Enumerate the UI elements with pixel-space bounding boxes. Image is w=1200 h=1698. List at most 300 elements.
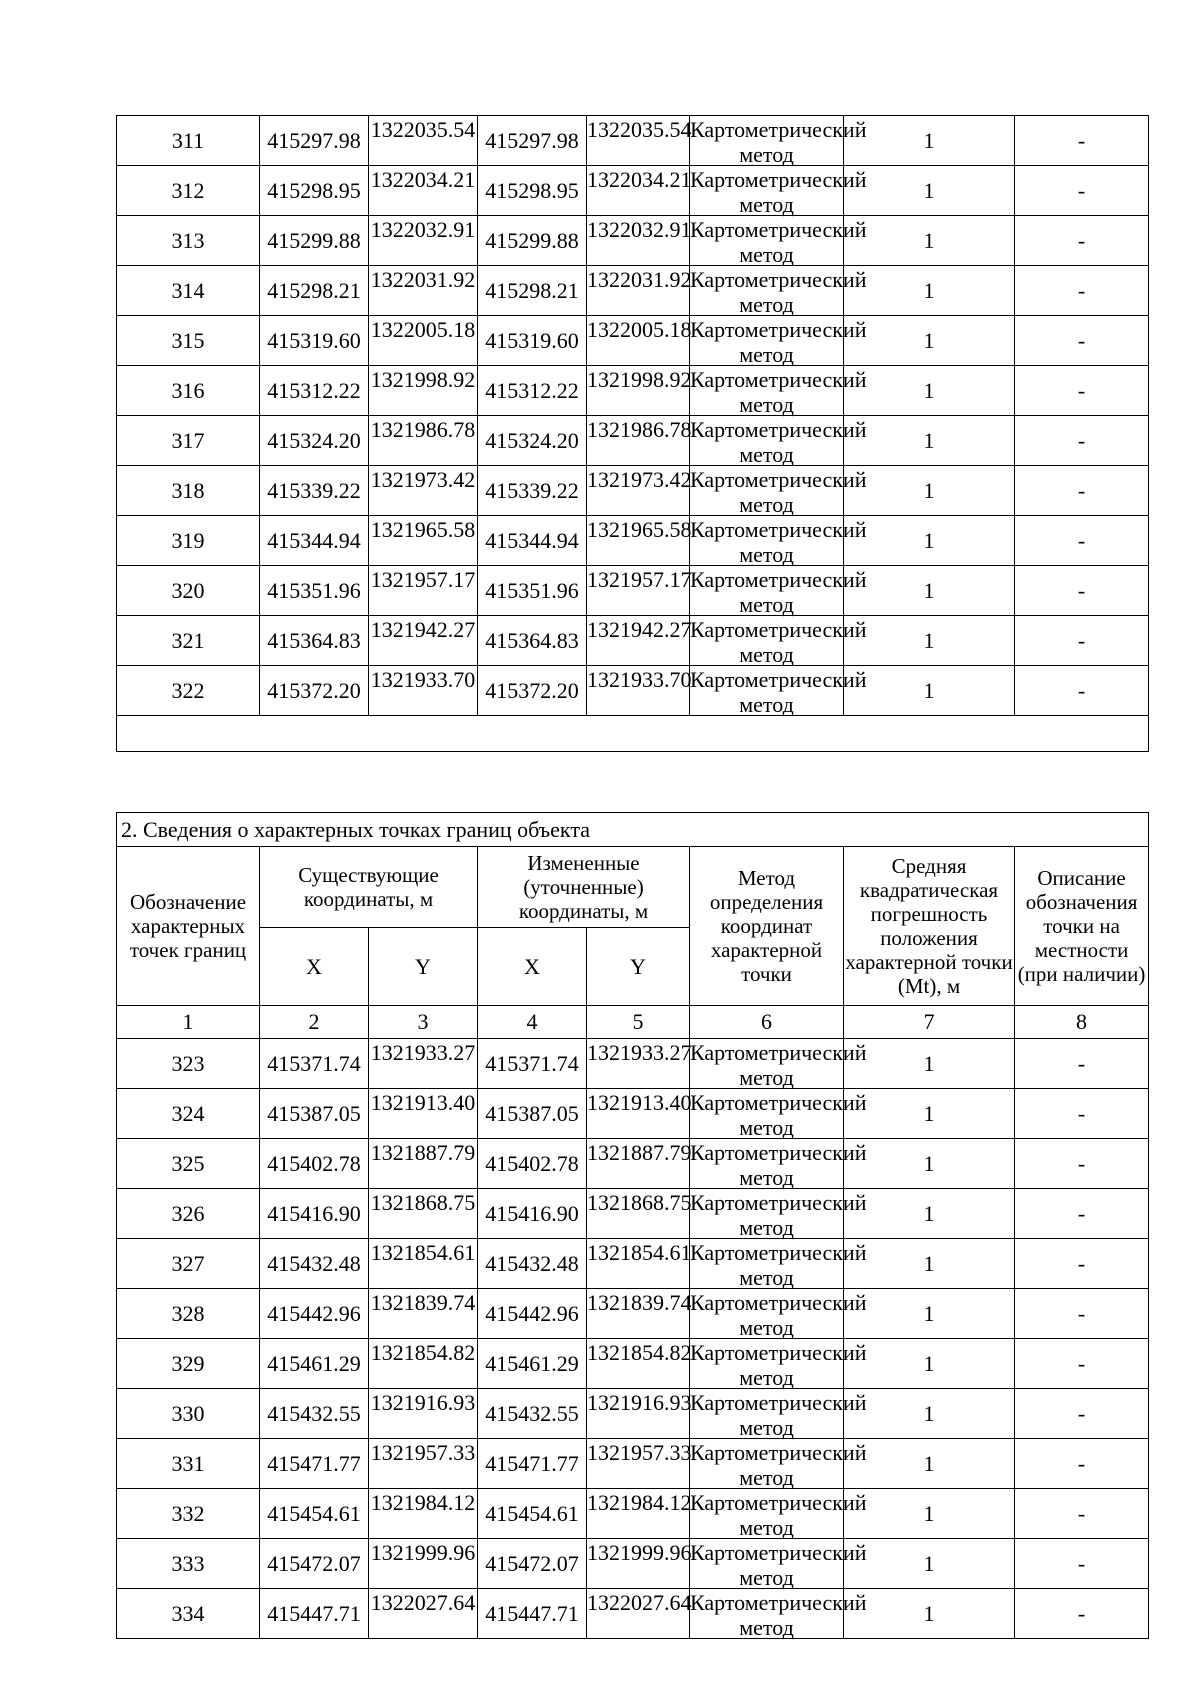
changed-x-cell: 415297.98: [478, 116, 587, 166]
method-cell: [690, 516, 867, 567]
error-cell: 1: [844, 1539, 1015, 1589]
error-cell: 1: [844, 166, 1015, 216]
existing-y-cell-text: 1321854.61: [370, 1239, 476, 1265]
method-cell-text: Картометрический метод: [690, 216, 867, 267]
changed-y-cell: [587, 1289, 690, 1339]
column-number: 3: [369, 1006, 478, 1039]
changed-x-cell: 415351.96: [478, 566, 587, 616]
point-number-cell: 323: [117, 1039, 260, 1089]
existing-x-cell: 415461.29: [260, 1339, 369, 1389]
method-cell-text: Картометрический метод: [690, 1289, 867, 1340]
changed-y-cell-text: 1321973.42: [587, 466, 692, 492]
existing-y-cell-text: 1322032.91: [370, 216, 476, 242]
table-row: [117, 1289, 1149, 1339]
changed-x-cell: 415432.48: [478, 1239, 587, 1289]
existing-x-cell: 415298.95: [260, 166, 369, 216]
boundary-points-table: [116, 812, 1149, 1639]
point-number-cell: 319: [117, 516, 260, 566]
existing-x-cell: 415312.22: [260, 366, 369, 416]
header-changed-coords: Измененные (уточненные) координаты, м: [478, 847, 690, 928]
existing-y-cell: [369, 1039, 478, 1089]
blank-row: [117, 716, 1149, 752]
changed-y-cell-text: 1322035.54: [587, 116, 692, 142]
changed-x-cell: 415442.96: [478, 1289, 587, 1339]
changed-x-cell: 415319.60: [478, 316, 587, 366]
changed-y-cell: [587, 1389, 690, 1439]
changed-y-cell: [587, 1339, 690, 1389]
method-cell-text: Картометрический метод: [690, 1189, 867, 1240]
description-cell: -: [1015, 1389, 1149, 1439]
existing-x-cell: 415454.61: [260, 1489, 369, 1539]
existing-y-cell: [369, 516, 478, 566]
existing-y-cell-text: 1321984.12: [370, 1489, 476, 1515]
existing-x-cell: 415372.20: [260, 666, 369, 716]
existing-y-cell-text: 1321957.33: [370, 1439, 476, 1465]
point-number-cell: 334: [117, 1589, 260, 1639]
existing-y-cell-text: 1322031.92: [370, 266, 476, 292]
point-number-cell: 316: [117, 366, 260, 416]
changed-y-cell: [587, 1589, 690, 1639]
existing-y-cell: [369, 1139, 478, 1189]
changed-x-cell: 415454.61: [478, 1489, 587, 1539]
method-cell-text: Картометрический метод: [690, 1239, 867, 1290]
description-cell: -: [1015, 166, 1149, 216]
existing-y-cell: [369, 366, 478, 416]
table-row: [117, 416, 1149, 466]
existing-x-cell: 415432.55: [260, 1389, 369, 1439]
existing-y-cell: [369, 1389, 478, 1439]
existing-y-cell: [369, 116, 478, 166]
changed-y-cell: [587, 1189, 690, 1239]
description-cell: -: [1015, 1139, 1149, 1189]
method-cell: [690, 1139, 867, 1190]
changed-x-cell: 415339.22: [478, 466, 587, 516]
changed-y-cell-text: 1321942.27: [587, 616, 692, 642]
table-row: [117, 316, 1149, 366]
method-cell: [690, 366, 867, 417]
header-row-1: [117, 847, 1149, 928]
existing-y-cell-text: 1321942.27: [370, 616, 476, 642]
point-number-cell: 313: [117, 216, 260, 266]
table-row: [117, 466, 1149, 516]
point-number-cell: 327: [117, 1239, 260, 1289]
changed-x-cell: 415298.21: [478, 266, 587, 316]
method-cell: [690, 1039, 867, 1090]
description-cell: -: [1015, 1339, 1149, 1389]
changed-x-cell: 415312.22: [478, 366, 587, 416]
existing-y-cell-text: 1321965.58: [370, 516, 476, 542]
table-row: [117, 166, 1149, 216]
existing-x-cell: 415298.21: [260, 266, 369, 316]
changed-x-cell: 415387.05: [478, 1089, 587, 1139]
header-changed-x: X: [478, 928, 587, 1006]
table-row: [117, 266, 1149, 316]
existing-y-cell: [369, 166, 478, 216]
changed-x-cell: 415344.94: [478, 516, 587, 566]
changed-y-cell-text: 1321839.74: [587, 1289, 692, 1315]
method-cell-text: Картометрический метод: [690, 466, 867, 517]
error-cell: 1: [844, 566, 1015, 616]
method-cell: [690, 116, 867, 167]
column-number: 5: [587, 1006, 690, 1039]
existing-y-cell: [369, 616, 478, 666]
description-cell: -: [1015, 1439, 1149, 1489]
error-cell: 1: [844, 1139, 1015, 1189]
method-cell-text: Картометрический метод: [690, 1539, 867, 1590]
description-cell: -: [1015, 1089, 1149, 1139]
method-cell-text: Картометрический метод: [690, 166, 867, 217]
changed-y-cell-text: 1322034.21: [587, 166, 692, 192]
error-cell: 1: [844, 1439, 1015, 1489]
column-number: 2: [260, 1006, 369, 1039]
method-cell-text: Картометрический метод: [690, 316, 867, 367]
method-cell-text: Картометрический метод: [690, 416, 867, 467]
existing-y-cell-text: 1321957.17: [370, 566, 476, 592]
table-row: [117, 1139, 1149, 1189]
method-cell: [690, 616, 867, 667]
top-table-body: [117, 116, 1149, 716]
existing-y-cell-text: 1322027.64: [370, 1589, 476, 1615]
method-cell: [690, 216, 867, 267]
changed-y-cell: [587, 316, 690, 366]
point-number-cell: 322: [117, 666, 260, 716]
description-cell: -: [1015, 1539, 1149, 1589]
changed-x-cell: 415461.29: [478, 1339, 587, 1389]
changed-y-cell: [587, 1239, 690, 1289]
table-row: [117, 1339, 1149, 1389]
method-cell-text: Картометрический метод: [690, 1589, 867, 1640]
changed-y-cell-text: 1321957.17: [587, 566, 692, 592]
point-number-cell: 318: [117, 466, 260, 516]
point-number-cell: 326: [117, 1189, 260, 1239]
table-row: [117, 1189, 1149, 1239]
description-cell: -: [1015, 366, 1149, 416]
method-cell: [690, 1239, 867, 1290]
error-cell: 1: [844, 1389, 1015, 1439]
existing-y-cell-text: 1321916.93: [370, 1389, 476, 1415]
existing-y-cell-text: 1321854.82: [370, 1339, 476, 1365]
existing-y-cell-text: 1322035.54: [370, 116, 476, 142]
changed-y-cell: [587, 166, 690, 216]
error-cell: 1: [844, 216, 1015, 266]
existing-x-cell: 415432.48: [260, 1239, 369, 1289]
method-cell-text: Картометрический метод: [690, 266, 867, 317]
error-cell: 1: [844, 616, 1015, 666]
table-row: [117, 216, 1149, 266]
changed-x-cell: 415371.74: [478, 1039, 587, 1089]
description-cell: -: [1015, 666, 1149, 716]
existing-y-cell-text: 1321887.79: [370, 1139, 476, 1165]
changed-y-cell-text: 1322032.91: [587, 216, 692, 242]
changed-y-cell-text: 1321854.82: [587, 1339, 692, 1365]
changed-y-cell: [587, 416, 690, 466]
method-cell-text: Картометрический метод: [690, 366, 867, 417]
error-cell: 1: [844, 1339, 1015, 1389]
existing-x-cell: 415416.90: [260, 1189, 369, 1239]
description-cell: -: [1015, 416, 1149, 466]
point-number-cell: 320: [117, 566, 260, 616]
changed-y-cell: [587, 1489, 690, 1539]
existing-y-cell-text: 1321933.70: [370, 666, 476, 692]
table-row: [117, 1439, 1149, 1489]
changed-y-cell-text: 1321916.93: [587, 1389, 692, 1415]
method-cell-text: Картометрический метод: [690, 616, 867, 667]
changed-y-cell: [587, 266, 690, 316]
description-cell: -: [1015, 1489, 1149, 1539]
table-row: [117, 1089, 1149, 1139]
method-cell: [690, 1489, 867, 1540]
description-cell: -: [1015, 266, 1149, 316]
error-cell: 1: [844, 266, 1015, 316]
existing-y-cell: [369, 1289, 478, 1339]
point-number-cell: 331: [117, 1439, 260, 1489]
error-cell: 1: [844, 116, 1015, 166]
column-numbers-row: [117, 1006, 1149, 1039]
existing-x-cell: 415364.83: [260, 616, 369, 666]
column-number: 1: [117, 1006, 260, 1039]
point-number-cell: 321: [117, 616, 260, 666]
changed-x-cell: 415447.71: [478, 1589, 587, 1639]
method-cell-text: Картометрический метод: [690, 1389, 867, 1440]
description-cell: -: [1015, 1289, 1149, 1339]
changed-x-cell: 415298.95: [478, 166, 587, 216]
existing-y-cell: [369, 416, 478, 466]
method-cell-text: Картометрический метод: [690, 516, 867, 567]
existing-y-cell: [369, 666, 478, 716]
point-number-cell: 311: [117, 116, 260, 166]
existing-x-cell: 415324.20: [260, 416, 369, 466]
changed-y-cell-text: 1321986.78: [587, 416, 692, 442]
error-cell: 1: [844, 1239, 1015, 1289]
changed-y-cell-text: 1321933.27: [587, 1039, 692, 1065]
method-cell: [690, 1439, 867, 1490]
changed-x-cell: 415471.77: [478, 1439, 587, 1489]
changed-y-cell-text: 1321984.12: [587, 1489, 692, 1515]
existing-x-cell: 415319.60: [260, 316, 369, 366]
changed-x-cell: 415364.83: [478, 616, 587, 666]
description-cell: -: [1015, 566, 1149, 616]
method-cell: [690, 566, 867, 617]
header-existing-y: Y: [369, 928, 478, 1006]
changed-y-cell: [587, 116, 690, 166]
header-existing-coords: Существующие координаты, м: [260, 847, 478, 928]
point-number-cell: 314: [117, 266, 260, 316]
changed-y-cell: [587, 1139, 690, 1189]
point-number-cell: 330: [117, 1389, 260, 1439]
changed-y-cell: [587, 616, 690, 666]
point-number-cell: 332: [117, 1489, 260, 1539]
changed-y-cell: [587, 366, 690, 416]
description-cell: -: [1015, 516, 1149, 566]
header-method: Метод определения координат характерной точки: [690, 847, 844, 1006]
method-cell: [690, 1539, 867, 1590]
point-number-cell: 333: [117, 1539, 260, 1589]
method-cell: [690, 666, 867, 717]
column-number: 7: [844, 1006, 1015, 1039]
existing-x-cell: 415351.96: [260, 566, 369, 616]
existing-y-cell: [369, 1339, 478, 1389]
method-cell-text: Картометрический метод: [690, 1489, 867, 1540]
table-row: [117, 1489, 1149, 1539]
header-error: Средняя квадратическая погрешность положения характерной точки (Mt), м: [844, 847, 1015, 1006]
changed-y-cell-text: 1322031.92: [587, 266, 692, 292]
method-cell-text: Картометрический метод: [690, 1089, 867, 1140]
error-cell: 1: [844, 416, 1015, 466]
method-cell-text: Картометрический метод: [690, 1039, 867, 1090]
table-row: [117, 366, 1149, 416]
existing-x-cell: 415387.05: [260, 1089, 369, 1139]
changed-y-cell-text: 1321957.33: [587, 1439, 692, 1465]
existing-x-cell: 415402.78: [260, 1139, 369, 1189]
existing-y-cell: [369, 1239, 478, 1289]
description-cell: -: [1015, 1039, 1149, 1089]
table-row: [117, 516, 1149, 566]
point-number-cell: 312: [117, 166, 260, 216]
changed-x-cell: 415432.55: [478, 1389, 587, 1439]
method-cell: [690, 1589, 867, 1640]
method-cell: [690, 466, 867, 517]
existing-x-cell: 415299.88: [260, 216, 369, 266]
changed-y-cell: [587, 516, 690, 566]
existing-y-cell: [369, 566, 478, 616]
table-row: [117, 616, 1149, 666]
error-cell: 1: [844, 516, 1015, 566]
method-cell: [690, 316, 867, 367]
header-existing-x: X: [260, 928, 369, 1006]
method-cell-text: Картометрический метод: [690, 566, 867, 617]
changed-x-cell: 415416.90: [478, 1189, 587, 1239]
existing-y-cell: [369, 1489, 478, 1539]
column-number: 8: [1015, 1006, 1149, 1039]
section-title-row: [117, 813, 1149, 847]
existing-y-cell-text: 1322034.21: [370, 166, 476, 192]
method-cell-text: Картометрический метод: [690, 1139, 867, 1190]
existing-y-cell: [369, 1439, 478, 1489]
error-cell: 1: [844, 1289, 1015, 1339]
changed-y-cell-text: 1321999.96: [587, 1539, 692, 1565]
description-cell: -: [1015, 1189, 1149, 1239]
header-changed-y: Y: [587, 928, 690, 1006]
changed-y-cell-text: 1321998.92: [587, 366, 692, 392]
existing-y-cell: [369, 316, 478, 366]
existing-x-cell: 415297.98: [260, 116, 369, 166]
changed-y-cell-text: 1321868.75: [587, 1189, 692, 1215]
column-number: 6: [690, 1006, 844, 1039]
existing-y-cell-text: 1321986.78: [370, 416, 476, 442]
existing-y-cell: [369, 266, 478, 316]
existing-y-cell-text: 1321973.42: [370, 466, 476, 492]
changed-y-cell-text: 1321854.61: [587, 1239, 692, 1265]
existing-x-cell: 415447.71: [260, 1589, 369, 1639]
method-cell-text: Картометрический метод: [690, 666, 867, 717]
point-number-cell: 329: [117, 1339, 260, 1389]
changed-y-cell-text: 1322005.18: [587, 316, 692, 342]
existing-y-cell: [369, 1539, 478, 1589]
existing-y-cell-text: 1321998.92: [370, 366, 476, 392]
error-cell: 1: [844, 316, 1015, 366]
table-row: [117, 1589, 1149, 1639]
description-cell: -: [1015, 316, 1149, 366]
changed-y-cell: [587, 1039, 690, 1089]
boundary-points-table-continued: [116, 115, 1149, 752]
changed-y-cell-text: 1321933.70: [587, 666, 692, 692]
existing-y-cell-text: 1321933.27: [370, 1039, 476, 1065]
method-cell: [690, 1339, 867, 1390]
table-row: [117, 1539, 1149, 1589]
changed-y-cell: [587, 1539, 690, 1589]
description-cell: -: [1015, 1239, 1149, 1289]
header-description: Описание обозначения точки на местности (при наличии): [1015, 847, 1149, 1006]
existing-y-cell-text: 1321868.75: [370, 1189, 476, 1215]
method-cell-text: Картометрический метод: [690, 116, 867, 167]
changed-y-cell: [587, 466, 690, 516]
point-number-cell: 317: [117, 416, 260, 466]
existing-x-cell: 415471.77: [260, 1439, 369, 1489]
changed-y-cell-text: 1321913.40: [587, 1089, 692, 1115]
existing-y-cell-text: 1321913.40: [370, 1089, 476, 1115]
changed-y-cell-text: 1321965.58: [587, 516, 692, 542]
existing-x-cell: 415442.96: [260, 1289, 369, 1339]
changed-y-cell: [587, 566, 690, 616]
table-row: [117, 1039, 1149, 1089]
changed-x-cell: 415299.88: [478, 216, 587, 266]
blank-cell: [117, 716, 1149, 752]
method-cell: [690, 266, 867, 317]
error-cell: 1: [844, 466, 1015, 516]
point-number-cell: 328: [117, 1289, 260, 1339]
method-cell: [690, 1089, 867, 1140]
method-cell: [690, 166, 867, 217]
description-cell: -: [1015, 116, 1149, 166]
table-row: [117, 666, 1149, 716]
method-cell-text: Картометрический метод: [690, 1439, 867, 1490]
existing-x-cell: 415371.74: [260, 1039, 369, 1089]
table-row: [117, 1389, 1149, 1439]
method-cell: [690, 1389, 867, 1440]
method-cell-text: Картометрический метод: [690, 1339, 867, 1390]
error-cell: 1: [844, 1489, 1015, 1539]
error-cell: 1: [844, 1089, 1015, 1139]
existing-y-cell: [369, 1589, 478, 1639]
changed-x-cell: 415472.07: [478, 1539, 587, 1589]
changed-y-cell: [587, 666, 690, 716]
section-title: 2. Сведения о характерных точках границ объекта: [117, 813, 1149, 847]
bottom-table-body: [117, 1039, 1149, 1639]
changed-y-cell: [587, 216, 690, 266]
error-cell: 1: [844, 1189, 1015, 1239]
point-number-cell: 324: [117, 1089, 260, 1139]
table-row: [117, 1239, 1149, 1289]
existing-y-cell-text: 1321999.96: [370, 1539, 476, 1565]
changed-x-cell: 415402.78: [478, 1139, 587, 1189]
description-cell: -: [1015, 216, 1149, 266]
changed-y-cell: [587, 1439, 690, 1489]
existing-y-cell-text: 1322005.18: [370, 316, 476, 342]
changed-y-cell-text: 1321887.79: [587, 1139, 692, 1165]
table-row: [117, 116, 1149, 166]
changed-x-cell: 415324.20: [478, 416, 587, 466]
error-cell: 1: [844, 666, 1015, 716]
method-cell: [690, 1189, 867, 1240]
existing-x-cell: 415472.07: [260, 1539, 369, 1589]
changed-y-cell: [587, 1089, 690, 1139]
error-cell: 1: [844, 1039, 1015, 1089]
error-cell: 1: [844, 366, 1015, 416]
existing-y-cell: [369, 1089, 478, 1139]
description-cell: -: [1015, 1589, 1149, 1639]
column-number: 4: [478, 1006, 587, 1039]
description-cell: -: [1015, 616, 1149, 666]
